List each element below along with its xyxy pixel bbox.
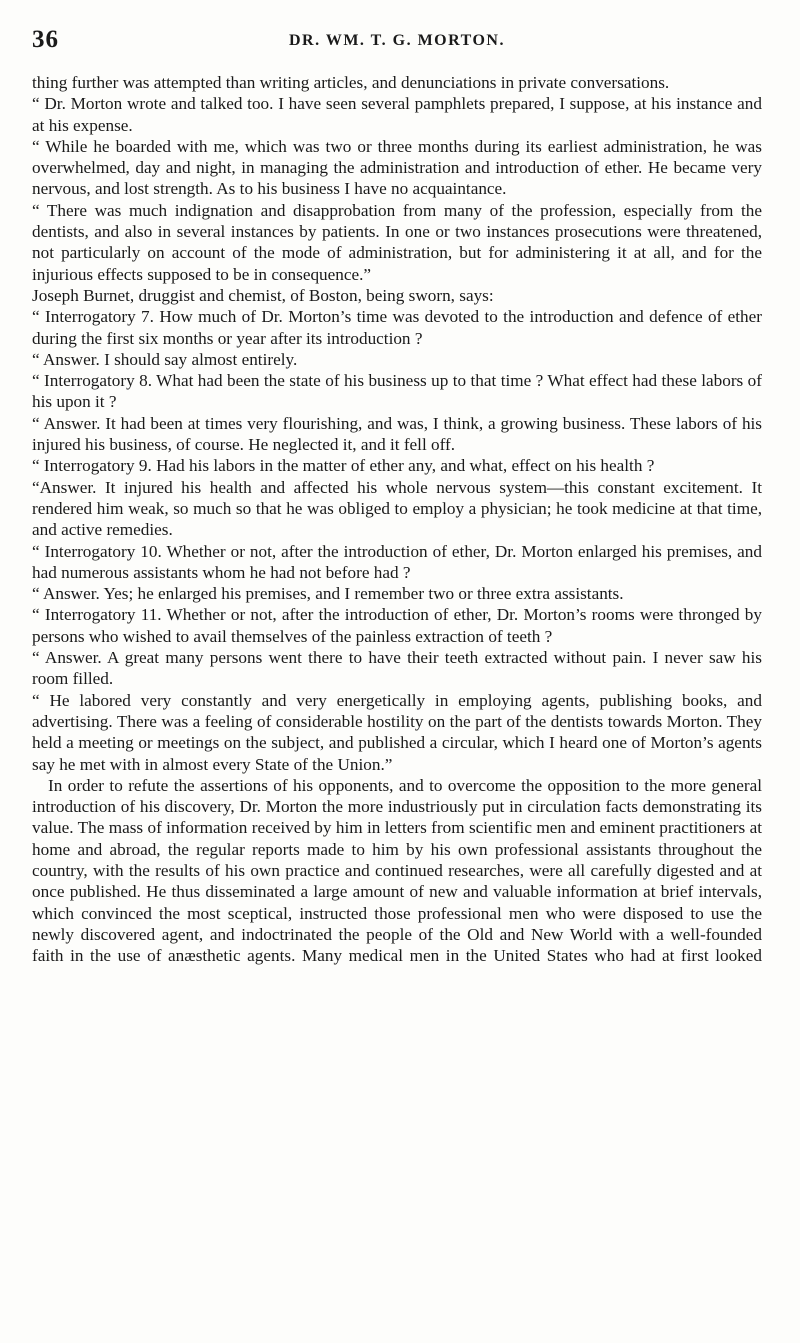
paragraph: “ Interrogatory 11. Whether or not, after the introduction of ether, Dr. Morton’s rooms were thronged by persons who wished to avail themselves of the painless extraction of teeth ? [32, 605, 762, 646]
paragraph: “ Dr. Morton wrote and talked too. I have seen several pamphlets prepared, I suppose, at his instance and at his expense. [32, 94, 762, 135]
paragraph: Joseph Burnet, druggist and chemist, of Boston, being sworn, says: [32, 285, 494, 305]
paragraph: “ There was much indignation and disapprobation from many of the profession, especially from the dentists, and also in several instances by patients. In one or two instances prosecutions were threatened, not particularly on account of the mode of administration, but for administering it at all, and for the injurious effects supposed to be in consequence.” [32, 200, 762, 284]
paragraph: “ Answer. It had been at times very flourishing, and was, I think, a growing business. These labors of his injured his business, of course. He neglected it, and it fell off. [32, 413, 762, 455]
paragraph: In order to refute the assertions of his opponents, and to overcome the opposition to the more general introduction of his discovery, Dr. Morton the more industriously put in circulation facts demonstrating its value. The mass of information received by him in letters from scientific men and eminent practitioners at home and abroad, the regular reports made to him by his own professional assistants throughout the country, with the results of his own practice and continued researches, were all carefully digested and at once published. He thus disseminated a large amount of new and valuable information at brief intervals, which convinced the most sceptical, instructed those professional men who were disposed to use the newly discovered agent, and indoctrinated the people of the Old and New World with a well-founded faith in the use of anæsthetic agents. Many medical men in the United States who had at first looked [32, 775, 762, 966]
paragraph: “ Interrogatory 8. What had been the state of his business up to that time ? What effect had these labors of his upon it ? [32, 371, 762, 412]
page-header [32, 26, 762, 56]
paragraph: “ Answer. Yes; he enlarged his premises, and I remember two or three extra assistants. [32, 584, 624, 604]
paragraph: “ Answer. A great many persons went there to have their teeth extracted without pain. I never saw his room filled. [32, 648, 762, 689]
paragraph: “ Interrogatory 10. Whether or not, after the introduction of ether, Dr. Morton enlarged his premises, and had numerous assistants whom he had not before had ? [32, 541, 762, 582]
paragraph: “ He labored very constantly and very energetically in employing agents, publishing books, and advertising. There was a feeling of considerable hostility on the part of the dentists towards Morton. They held a meeting or meetings on the subject, and published a circular, which I heard one of Morton’s agents say he met with in almost every State of the Union.” [32, 690, 762, 774]
paragraph: “ Answer. I should say almost entirely. [32, 349, 298, 369]
page-number: 36 [32, 26, 59, 53]
paragraph: “ While he boarded with me, which was two or three months during its earliest administration, he was overwhelmed, day and night, in managing the administration and introduction of ether. He became very nervous, and lost strength. As to his business I have no acquaintance. [32, 136, 762, 199]
body-text [32, 72, 762, 966]
paragraph: “ Interrogatory 9. Had his labors in the matter of ether any, and what, effect on his health ? [32, 456, 655, 476]
paragraph: “Answer. It injured his health and affected his whole nervous system—this constant excitement. It rendered him weak, so much so that he was obliged to employ a physician; he took medicine at that time, and active remedies. [32, 477, 762, 540]
running-head: DR. WM. T. G. MORTON. [289, 32, 505, 49]
paragraph: “ Interrogatory 7. How much of Dr. Morton’s time was devoted to the introduction and defence of ether during the first six months or year after its introduction ? [32, 307, 762, 348]
paragraph: thing further was attempted than writing articles, and denunciations in private conversations. [32, 73, 670, 92]
